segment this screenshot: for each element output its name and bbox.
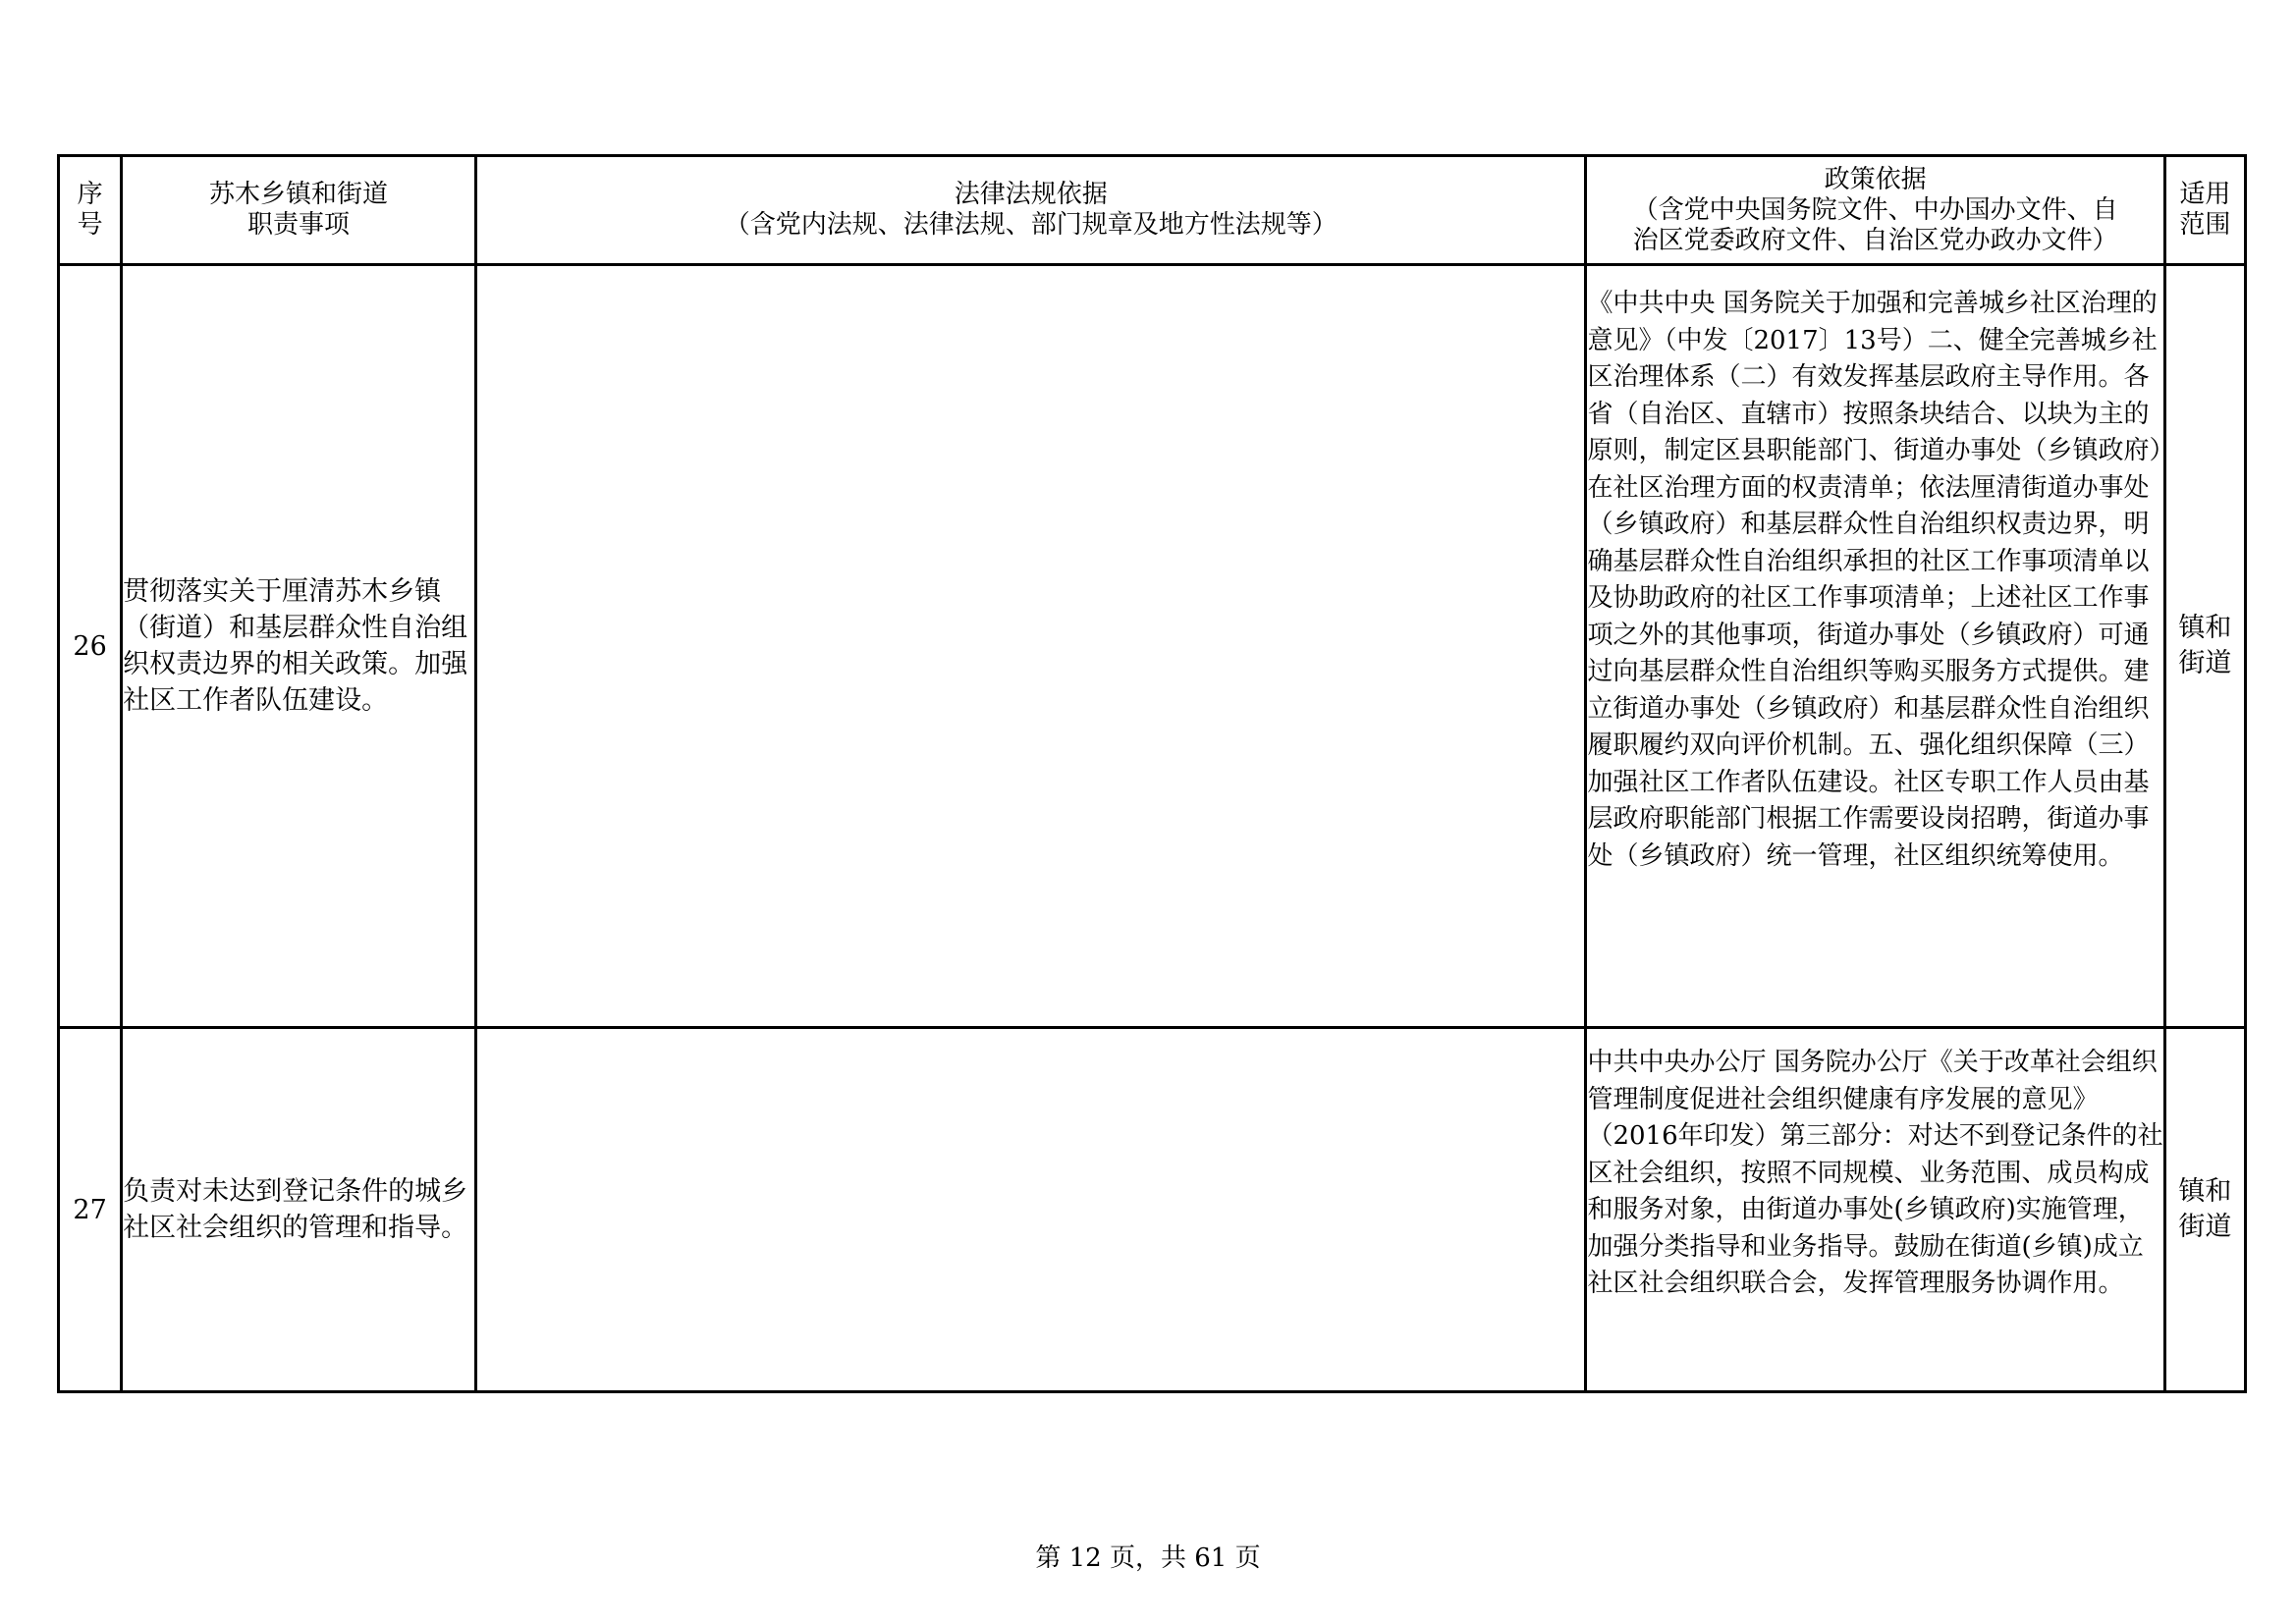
law-basis (475, 265, 1586, 1028)
scope (2164, 265, 2245, 1028)
header-duty (122, 156, 476, 265)
table-header-row (59, 156, 2246, 265)
policy-basis: 《中共中央 国务院关于加强和完善城乡社区治理的意见》（中发〔2017〕13号）二、健全完善城乡社区治理体系（二）有效发挥基层政府主导作用。各省（自治区、直辖市）按照条块结合、以块为主的原则，制定区县职能部门、街道办事处（乡镇政府）在社区治理方面的权责清单；依法厘清街道办事处（乡镇政府）和基层群众性自治组织权责边界，明确基层群众性自治组织承担的社区工作事项清单以及协助政府的社区工作事项清单；上述社区工作事项之外的其他事项，街道办事处（乡镇政府）可通过向基层群众性自治组织等购买服务方式提供。建立街道办事处（乡镇政府）和基层群众性自治组织履职履约双向评价机制。五、强化组织保障（三）加强社区工作者队伍建设。社区专职工作人员由基层政府职能部门根据工作需要设岗招聘，街道办事处（乡镇政府）统一管理，社区组织统筹使用。 (1586, 265, 2164, 1028)
table-row (59, 265, 2246, 1028)
header-law-line: 法律法规依据 (954, 180, 1108, 209)
header-duty-line: 职责事项 (247, 210, 351, 240)
row-number: 26 (59, 265, 122, 1028)
scope-line: 镇和 (2178, 1176, 2232, 1207)
header-policy-line: （含党中央国务院文件、中办国办文件、自 (1632, 194, 2118, 225)
header-policy-line: 治区党委政府文件、自治区党办政办文件） (1632, 225, 2118, 255)
header-policy (1586, 156, 2164, 265)
header-law (475, 156, 1586, 265)
header-scope-line: 范围 (2179, 210, 2231, 240)
page-number: 第 12 页，共 61 页 (1035, 1543, 1261, 1573)
header-no-line: 序 (77, 180, 103, 209)
duty-item: 贯彻落实关于厘清苏木乡镇（街道）和基层群众性自治组织权责边界的相关政策。加强社区工作者队伍建设。 (122, 265, 476, 1028)
header-scope (2164, 156, 2245, 265)
header-no (59, 156, 122, 265)
scope-line: 镇和 (2178, 613, 2232, 643)
law-basis (475, 1028, 1586, 1392)
row-number: 27 (59, 1028, 122, 1392)
header-scope-line: 适用 (2179, 180, 2231, 209)
header-duty-line: 苏木乡镇和街道 (209, 180, 389, 209)
header-policy-line: 政策依据 (1824, 164, 1927, 194)
policy-basis: 中共中央办公厅 国务院办公厅《关于改革社会组织管理制度促进社会组织健康有序发展的意见》（2016年印发）第三部分：对达不到登记条件的社区社会组织，按照不同规模、业务范围、成员构成和服务对象，由街道办事处(乡镇政府)实施管理，加强分类指导和业务指导。鼓励在街道(乡镇)成立社区社会组织联合会，发挥管理服务协调作用。 (1586, 1028, 2164, 1392)
duty-item: 负责对未达到登记条件的城乡社区社会组织的管理和指导。 (122, 1028, 476, 1392)
header-no-line: 号 (77, 210, 103, 240)
scope-line: 街道 (2178, 648, 2232, 678)
header-law-line: （含党内法规、法律法规、部门规章及地方性法规等） (724, 210, 1338, 240)
scope-line: 街道 (2178, 1212, 2232, 1242)
table-row (59, 1028, 2246, 1392)
duty-table (57, 154, 2247, 1393)
scope (2164, 1028, 2245, 1392)
